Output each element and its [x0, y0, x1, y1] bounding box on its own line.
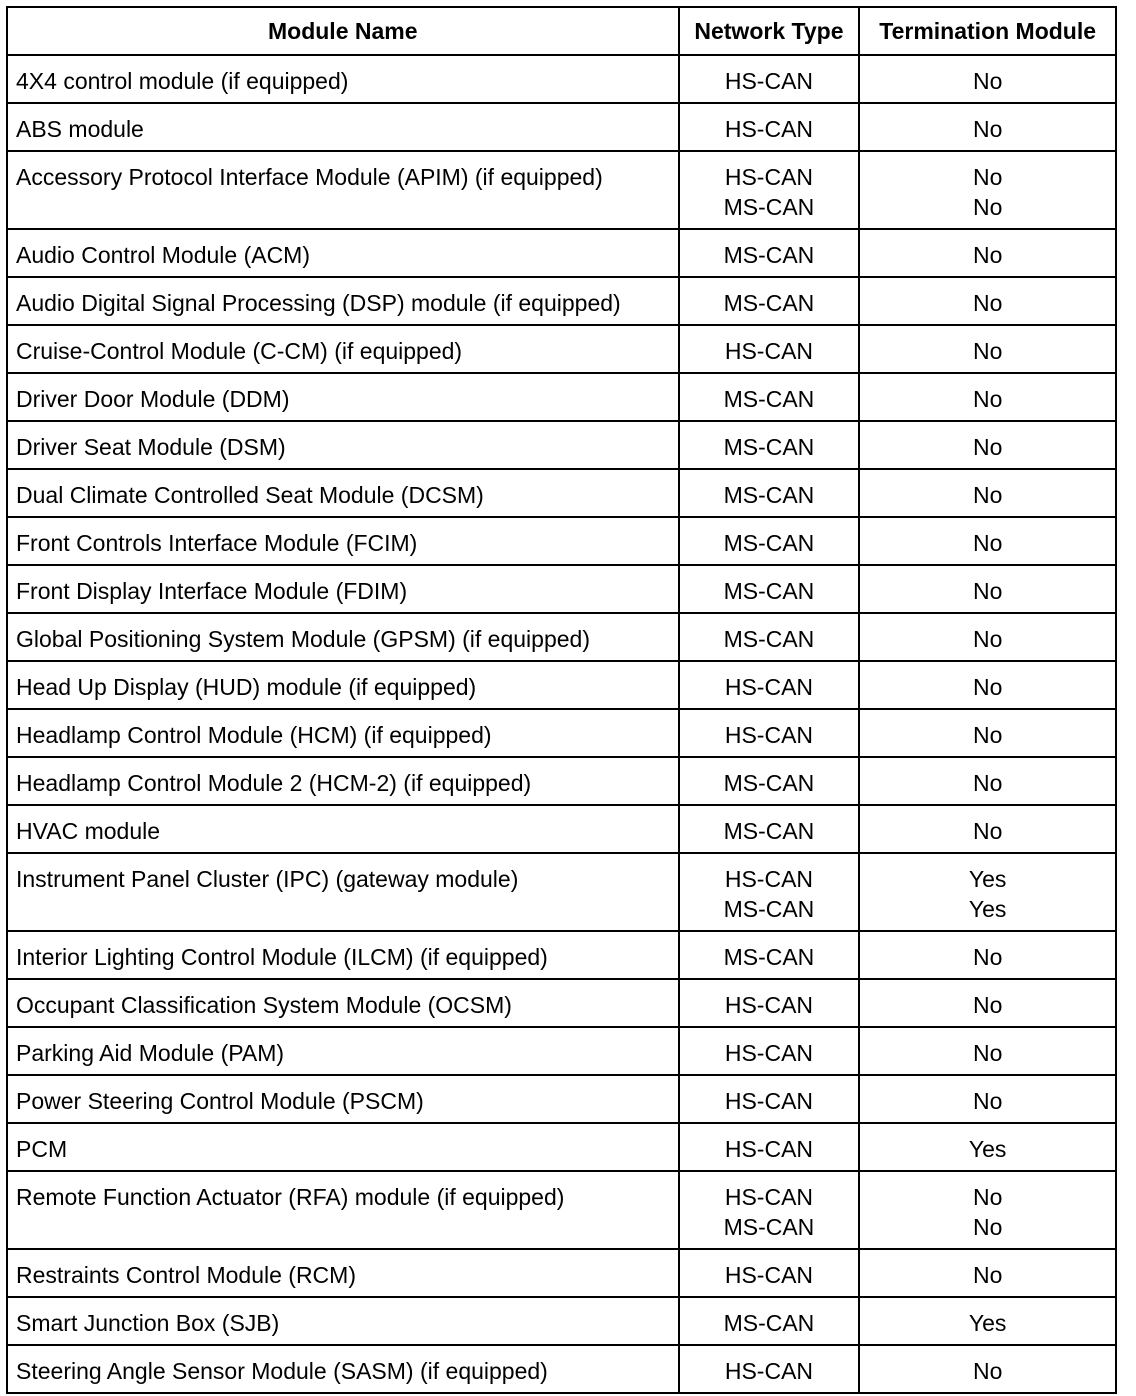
- termination-module-cell: [859, 373, 1116, 421]
- network-type-cell: [679, 1075, 860, 1123]
- module-name-cell: Parking Aid Module (PAM): [7, 1027, 679, 1075]
- network-type-cell: [679, 931, 860, 979]
- module-name-cell: ABS module: [7, 103, 679, 151]
- table-row: [7, 565, 1116, 613]
- network-type-value: HS-CAN: [724, 116, 814, 142]
- termination-value: No: [972, 1040, 1003, 1066]
- network-type-value: HS-CAN: [724, 992, 814, 1018]
- termination-value: No: [972, 68, 1003, 94]
- network-type-value: MS-CAN: [723, 386, 815, 412]
- module-name-cell: Smart Junction Box (SJB): [7, 1297, 679, 1345]
- module-name-cell: Audio Control Module (ACM): [7, 229, 679, 277]
- network-type-value: HS-CAN: [724, 1358, 814, 1384]
- termination-value: No: [972, 1358, 1003, 1384]
- network-type-cell: [679, 1027, 860, 1075]
- network-type-value: HS-CAN: [724, 338, 814, 364]
- table-row: [7, 853, 1116, 931]
- termination-value: No: [972, 674, 1003, 700]
- termination-value: No: [972, 1262, 1003, 1288]
- module-name-cell: Steering Angle Sensor Module (SASM) (if equipped): [7, 1345, 679, 1393]
- table-row: [7, 103, 1116, 151]
- network-type-cell: [679, 469, 860, 517]
- termination-value: No: [972, 818, 1003, 844]
- module-name-cell: Driver Seat Module (DSM): [7, 421, 679, 469]
- header-termination-module: Termination Module: [859, 7, 1116, 55]
- table-row: [7, 277, 1116, 325]
- termination-module-cell: [859, 931, 1116, 979]
- module-name-cell: Remote Function Actuator (RFA) module (if equipped): [7, 1171, 679, 1249]
- network-type-value: MS-CAN: [723, 818, 815, 844]
- module-name-cell: PCM: [7, 1123, 679, 1171]
- table-row: [7, 1171, 1116, 1249]
- network-type-value: HS-CAN: [724, 866, 814, 892]
- termination-value: No: [972, 722, 1003, 748]
- table-row: [7, 1075, 1116, 1123]
- network-type-value: MS-CAN: [723, 194, 815, 220]
- network-type-value: HS-CAN: [724, 164, 814, 190]
- termination-module-cell: [859, 1297, 1116, 1345]
- network-type-cell: [679, 1171, 860, 1249]
- termination-module-cell: [859, 277, 1116, 325]
- termination-module-cell: [859, 1027, 1116, 1075]
- termination-value: No: [972, 1088, 1003, 1114]
- termination-module-cell: [859, 1123, 1116, 1171]
- network-type-cell: [679, 613, 860, 661]
- termination-module-cell: [859, 613, 1116, 661]
- termination-module-cell: [859, 151, 1116, 229]
- network-type-value: HS-CAN: [724, 68, 814, 94]
- table-row: [7, 421, 1116, 469]
- termination-module-cell: [859, 709, 1116, 757]
- module-name-cell: Interior Lighting Control Module (ILCM) (if equipped): [7, 931, 679, 979]
- network-type-cell: [679, 1345, 860, 1393]
- network-type-cell: [679, 1297, 860, 1345]
- module-name-cell: Driver Door Module (DDM): [7, 373, 679, 421]
- table-row: [7, 151, 1116, 229]
- termination-value: Yes: [968, 896, 1007, 922]
- network-type-value: HS-CAN: [724, 1184, 814, 1210]
- module-name-cell: Restraints Control Module (RCM): [7, 1249, 679, 1297]
- module-name-cell: Dual Climate Controlled Seat Module (DCSM): [7, 469, 679, 517]
- termination-value: No: [972, 434, 1003, 460]
- table-row: [7, 805, 1116, 853]
- module-name-cell: Headlamp Control Module (HCM) (if equipped): [7, 709, 679, 757]
- termination-value: No: [972, 116, 1003, 142]
- table-row: [7, 1249, 1116, 1297]
- network-type-cell: [679, 421, 860, 469]
- module-name-cell: Front Controls Interface Module (FCIM): [7, 517, 679, 565]
- termination-value: Yes: [968, 1310, 1007, 1336]
- network-type-value: MS-CAN: [723, 290, 815, 316]
- table-body: [7, 55, 1116, 1393]
- termination-module-cell: [859, 979, 1116, 1027]
- termination-module-cell: [859, 757, 1116, 805]
- termination-module-cell: [859, 661, 1116, 709]
- termination-value: No: [972, 1214, 1003, 1240]
- network-type-cell: [679, 853, 860, 931]
- termination-value: No: [972, 338, 1003, 364]
- termination-value: No: [972, 530, 1003, 556]
- module-name-cell: Head Up Display (HUD) module (if equipped): [7, 661, 679, 709]
- table-row: [7, 613, 1116, 661]
- termination-value: No: [972, 164, 1003, 190]
- module-network-table: [6, 6, 1117, 1394]
- table-row: [7, 1123, 1116, 1171]
- network-type-cell: [679, 325, 860, 373]
- table-row: [7, 229, 1116, 277]
- network-type-cell: [679, 805, 860, 853]
- network-type-value: HS-CAN: [724, 1136, 814, 1162]
- termination-module-cell: [859, 565, 1116, 613]
- termination-value: No: [972, 626, 1003, 652]
- module-name-cell: Cruise-Control Module (C-CM) (if equipped): [7, 325, 679, 373]
- module-name-cell: Instrument Panel Cluster (IPC) (gateway module): [7, 853, 679, 931]
- network-type-value: HS-CAN: [724, 722, 814, 748]
- termination-value: No: [972, 290, 1003, 316]
- module-name-cell: HVAC module: [7, 805, 679, 853]
- module-name-cell: Occupant Classification System Module (OCSM): [7, 979, 679, 1027]
- network-type-cell: [679, 229, 860, 277]
- module-name-cell: Front Display Interface Module (FDIM): [7, 565, 679, 613]
- network-type-cell: [679, 661, 860, 709]
- termination-module-cell: [859, 853, 1116, 931]
- termination-value: Yes: [968, 1136, 1007, 1162]
- network-type-cell: [679, 517, 860, 565]
- module-name-cell: Audio Digital Signal Processing (DSP) module (if equipped): [7, 277, 679, 325]
- termination-value: No: [972, 992, 1003, 1018]
- table-row: [7, 517, 1116, 565]
- network-type-value: MS-CAN: [723, 482, 815, 508]
- termination-module-cell: [859, 229, 1116, 277]
- termination-value: Yes: [968, 866, 1007, 892]
- network-type-cell: [679, 1249, 860, 1297]
- termination-module-cell: [859, 469, 1116, 517]
- network-type-value: MS-CAN: [723, 1214, 815, 1240]
- table-row: [7, 1345, 1116, 1393]
- termination-module-cell: [859, 325, 1116, 373]
- termination-value: No: [972, 386, 1003, 412]
- network-type-cell: [679, 103, 860, 151]
- table-row: [7, 931, 1116, 979]
- network-type-value: MS-CAN: [723, 578, 815, 604]
- table-row: [7, 757, 1116, 805]
- network-type-cell: [679, 55, 860, 103]
- table-row: [7, 979, 1116, 1027]
- network-type-value: MS-CAN: [723, 242, 815, 268]
- module-name-cell: Power Steering Control Module (PSCM): [7, 1075, 679, 1123]
- network-type-value: MS-CAN: [723, 626, 815, 652]
- network-type-cell: [679, 979, 860, 1027]
- termination-module-cell: [859, 421, 1116, 469]
- termination-module-cell: [859, 805, 1116, 853]
- termination-module-cell: [859, 103, 1116, 151]
- table-row: [7, 373, 1116, 421]
- termination-value: No: [972, 944, 1003, 970]
- module-name-cell: 4X4 control module (if equipped): [7, 55, 679, 103]
- termination-value: No: [972, 1184, 1003, 1210]
- header-module-name: Module Name: [7, 7, 679, 55]
- termination-module-cell: [859, 1171, 1116, 1249]
- module-name-cell: Global Positioning System Module (GPSM) (if equipped): [7, 613, 679, 661]
- network-type-cell: [679, 373, 860, 421]
- network-type-cell: [679, 565, 860, 613]
- header-network-type: Network Type: [679, 7, 860, 55]
- network-type-value: HS-CAN: [724, 1088, 814, 1114]
- network-type-value: HS-CAN: [724, 1262, 814, 1288]
- network-type-value: MS-CAN: [723, 434, 815, 460]
- network-type-value: MS-CAN: [723, 896, 815, 922]
- network-type-value: MS-CAN: [723, 944, 815, 970]
- termination-value: No: [972, 482, 1003, 508]
- network-type-cell: [679, 757, 860, 805]
- header-row: [7, 7, 1116, 55]
- network-type-value: HS-CAN: [724, 674, 814, 700]
- table-row: [7, 55, 1116, 103]
- termination-value: No: [972, 242, 1003, 268]
- network-type-cell: [679, 151, 860, 229]
- termination-value: No: [972, 194, 1003, 220]
- termination-module-cell: [859, 1345, 1116, 1393]
- termination-module-cell: [859, 55, 1116, 103]
- termination-value: No: [972, 770, 1003, 796]
- network-type-cell: [679, 1123, 860, 1171]
- table-row: [7, 325, 1116, 373]
- network-type-cell: [679, 709, 860, 757]
- termination-module-cell: [859, 517, 1116, 565]
- table-row: [7, 661, 1116, 709]
- module-name-cell: Accessory Protocol Interface Module (APIM) (if equipped): [7, 151, 679, 229]
- network-type-value: MS-CAN: [723, 770, 815, 796]
- termination-value: No: [972, 578, 1003, 604]
- network-type-value: MS-CAN: [723, 530, 815, 556]
- table-row: [7, 1027, 1116, 1075]
- network-type-value: MS-CAN: [723, 1310, 815, 1336]
- network-type-value: HS-CAN: [724, 1040, 814, 1066]
- table-row: [7, 469, 1116, 517]
- table-row: [7, 1297, 1116, 1345]
- network-type-cell: [679, 277, 860, 325]
- termination-module-cell: [859, 1075, 1116, 1123]
- termination-module-cell: [859, 1249, 1116, 1297]
- table-row: [7, 709, 1116, 757]
- module-name-cell: Headlamp Control Module 2 (HCM-2) (if equipped): [7, 757, 679, 805]
